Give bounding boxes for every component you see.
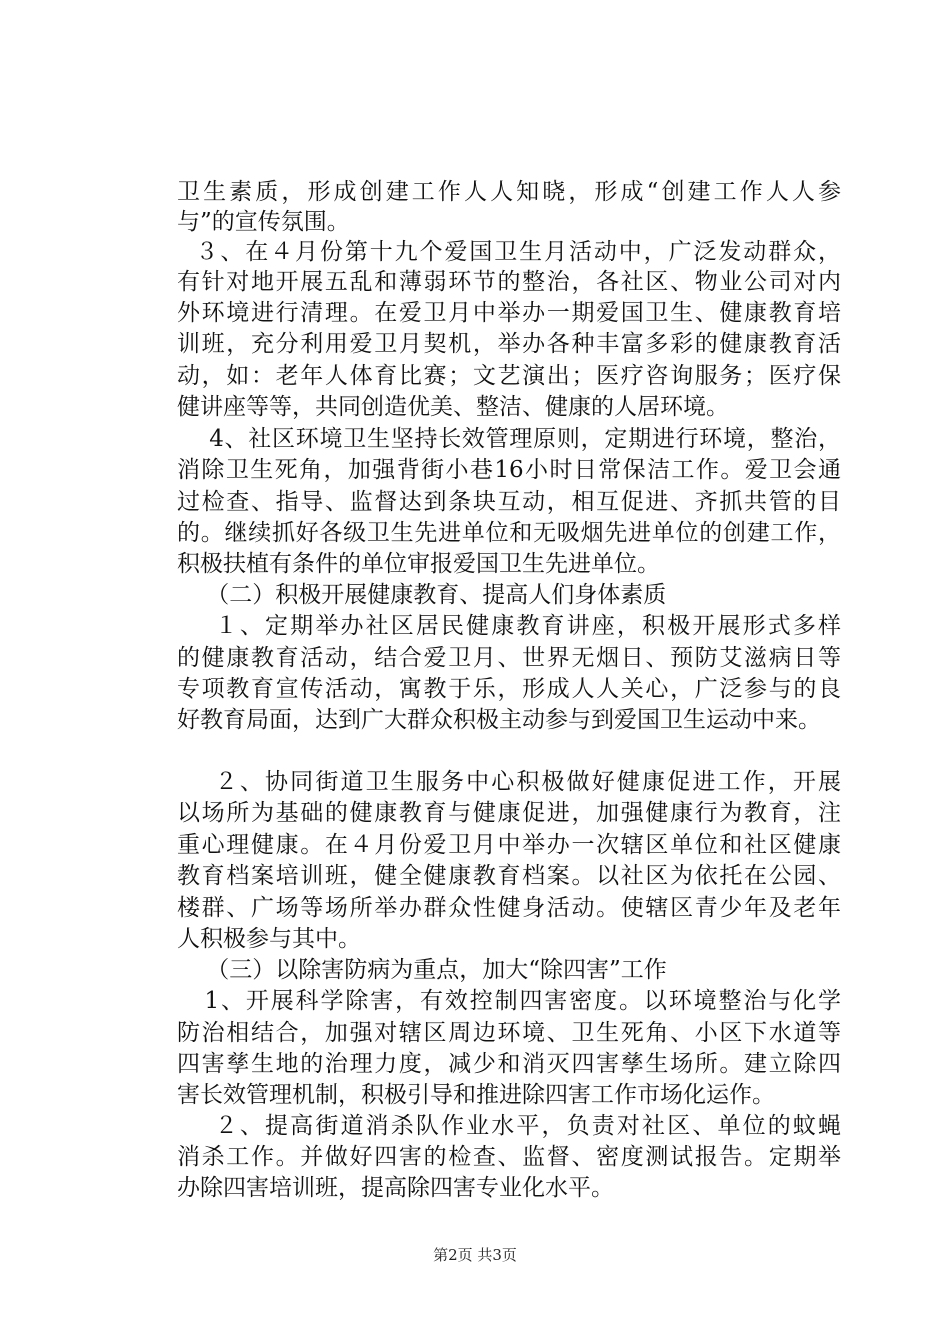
text-line: 有针对地开展五乱和薄弱环节的整治，各社区、物业公司对内 xyxy=(177,269,841,295)
text-line: 外环境进行清理。在爱卫月中举办一期爱国卫生、健康教育培 xyxy=(177,300,841,326)
text-line: ２、协同街道卫生服务中心积极做好健康促进工作，开展 xyxy=(177,769,841,795)
text-line: ２、提高街道消杀队作业水平，负责对社区、单位的蚊蝇 xyxy=(177,1113,841,1139)
text-line: 防治相结合，加强对辖区周边环境、卫生死角、小区下水道等 xyxy=(177,1020,841,1046)
text-line: 楼群、广场等场所举办群众性健身活动。使辖区青少年及老年 xyxy=(177,895,841,921)
text-line: 过检查、指导、监督达到条块互动，相互促进、齐抓共管的目 xyxy=(177,489,841,515)
text-line: 四害孳生地的治理力度，减少和消灭四害孳生场所。建立除四 xyxy=(177,1051,841,1077)
text-line: 专项教育宣传活动，寓教于乐，形成人人关心，广泛参与的良 xyxy=(177,676,841,702)
text-line: 的健康教育活动，结合爱卫月、世界无烟日、预防艾滋病日等 xyxy=(177,645,841,671)
text-line: 害长效管理机制，积极引导和推进除四害工作市场化运作。 xyxy=(177,1082,775,1108)
text-line: 消除卫生死角，加强背街小巷16小时日常保洁工作。爱卫会通 xyxy=(177,457,841,483)
text-line: ３、在４月份第十九个爱国卫生月活动中，广泛发动群众， xyxy=(177,239,841,265)
text-line: １、定期举办社区居民健康教育讲座，积极开展形式多样 xyxy=(177,613,841,639)
section-heading: （三）以除害防病为重点，加大“除四害”工作 xyxy=(177,957,667,983)
text-line: 的。继续抓好各级卫生先进单位和无吸烟先进单位的创建工作， xyxy=(177,520,841,546)
text-line: 办除四害培训班，提高除四害专业化水平。 xyxy=(177,1175,614,1201)
text-line: 重心理健康。在４月份爱卫月中举办一次辖区单位和社区健康 xyxy=(177,832,841,858)
text-line: 以场所为基础的健康教育与健康促进，加强健康行为教育，注 xyxy=(177,800,841,826)
section-heading: （二）积极开展健康教育、提高人们身体素质 xyxy=(177,582,667,608)
text-line: 训班，充分利用爱卫月契机，举办各种丰富多彩的健康教育活 xyxy=(177,331,841,357)
text-line: 1、开展科学除害，有效控制四害密度。以环境整治与化学 xyxy=(177,988,841,1014)
text-line: 卫生素质，形成创建工作人人知晓，形成“创建工作人人参 xyxy=(177,179,841,205)
text-line: 消杀工作。并做好四害的检查、监督、密度测试报告。定期举 xyxy=(177,1144,841,1170)
text-line: 健讲座等等，共同创造优美、整洁、健康的人居环境。 xyxy=(177,394,729,420)
text-line: 积极扶植有条件的单位审报爱国卫生先进单位。 xyxy=(177,551,660,577)
text-line: 教育档案培训班，健全健康教育档案。以社区为依托在公园、 xyxy=(177,863,841,889)
text-line: 4、社区环境卫生坚持长效管理原则，定期进行环境，整治， xyxy=(177,426,841,452)
page-number-footer: 第2页 共3页 xyxy=(433,1246,517,1264)
text-line: 人积极参与其中。 xyxy=(177,926,361,952)
text-line: 动，如：老年人体育比赛；文艺演出；医疗咨询服务；医疗保 xyxy=(177,363,841,389)
text-line: 好教育局面，达到广大群众积极主动参与到爱国卫生运动中来。 xyxy=(177,707,821,733)
text-line: 与”的宣传氛围。 xyxy=(177,209,350,235)
